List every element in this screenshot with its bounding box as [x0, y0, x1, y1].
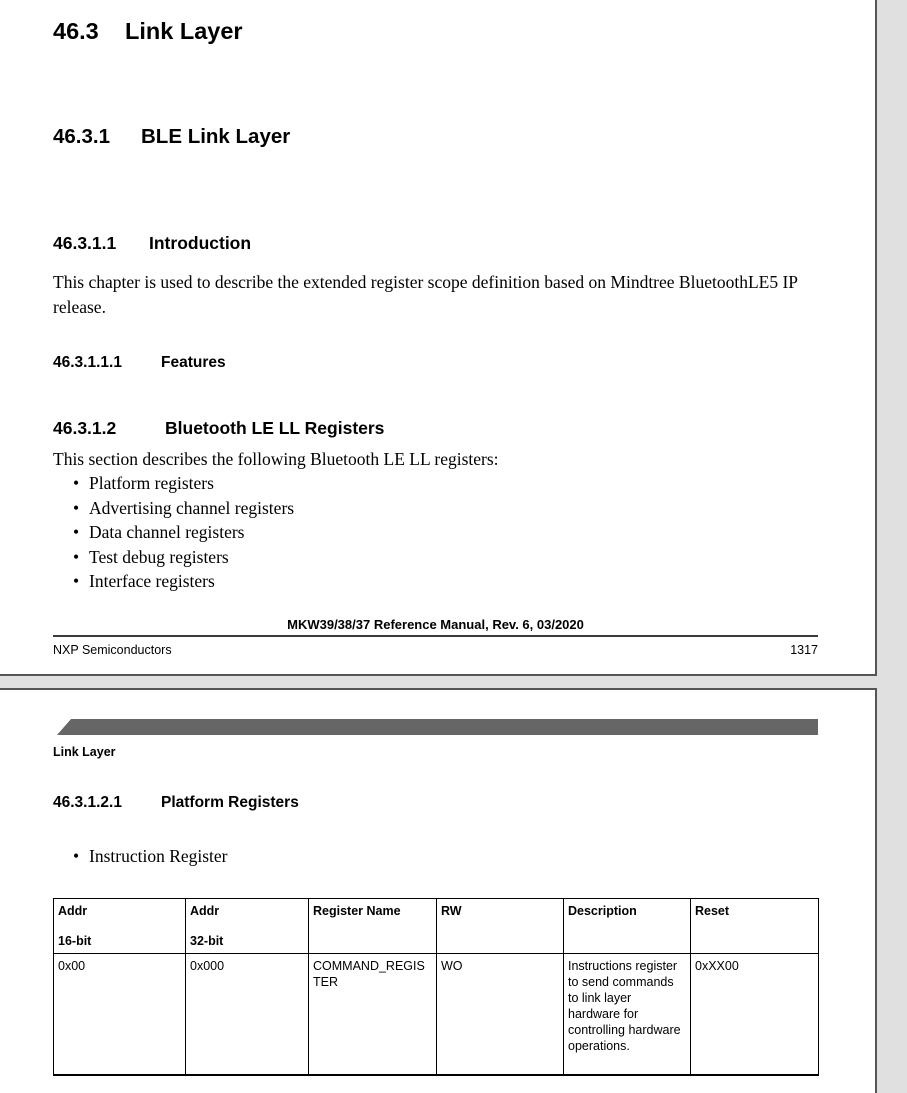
heading-features-number: 46.3.1.1.1: [53, 354, 122, 371]
bullet-icon: •: [73, 497, 80, 518]
platform-register-list: [53, 844, 823, 869]
heading-platform-registers: [53, 794, 299, 812]
table-header-cell: [309, 899, 437, 954]
register-category-list: [53, 471, 823, 594]
table-header-cell: [691, 899, 819, 954]
footer-row: [53, 637, 818, 657]
list-item: [53, 520, 823, 545]
heading-platform-registers-title: Platform Registers: [161, 794, 299, 811]
list-item: [53, 569, 823, 594]
list-item: [53, 844, 823, 869]
heading-46-3-title: Link Layer: [125, 18, 243, 44]
list-item: [53, 471, 823, 496]
heading-ble-ll-registers-title: Bluetooth LE LL Registers: [165, 418, 385, 438]
table-header-cell: [54, 899, 186, 954]
register-table: [53, 898, 819, 1076]
table-header-sub: 16-bit: [58, 934, 92, 948]
running-header-label: Link Layer: [53, 745, 116, 759]
running-header-banner: [57, 719, 818, 735]
footer-page-number: 1317: [790, 643, 818, 657]
table-header-row: [54, 899, 819, 954]
table-header-cell: [437, 899, 564, 954]
table-header-cell: [564, 899, 691, 954]
heading-46-3-1: [53, 125, 290, 149]
bullet-icon: •: [73, 571, 80, 591]
table-cell-addr-16: 0x00: [54, 954, 186, 1076]
table-cell-rw: WO: [437, 954, 564, 1076]
heading-introduction: [53, 233, 251, 254]
table-header-main: RW: [441, 904, 462, 918]
heading-ble-ll-registers: [53, 418, 384, 439]
banner-bar-shape: [57, 719, 818, 735]
table-header-main: Description: [568, 904, 637, 918]
list-item-label: Advertising channel registers: [89, 497, 295, 518]
footer-manual-title: MKW39/38/37 Reference Manual, Rev. 6, 03/2020: [287, 617, 584, 632]
heading-46-3-1-title: BLE Link Layer: [141, 125, 291, 148]
list-item: [53, 496, 823, 521]
list-item: [53, 545, 823, 570]
table-row: [54, 954, 819, 1076]
heading-introduction-title: Introduction: [149, 233, 252, 253]
table-header-main: Addr: [190, 904, 220, 918]
introduction-paragraph: This chapter is used to describe the extended register scope definition based on Mindtree BluetoothLE5 IP release.: [53, 272, 798, 317]
list-item-label: Data channel registers: [89, 522, 245, 542]
page-footer: [53, 617, 818, 657]
list-item-label: Interface registers: [89, 571, 215, 591]
heading-features: [53, 354, 226, 372]
table-header-main: Addr: [58, 904, 88, 918]
heading-ble-ll-registers-number: 46.3.1.2: [53, 418, 117, 438]
heading-46-3: [53, 18, 243, 45]
table-cell-description: Instructions register to send commands to link layer hardware for controlling hardware operations.: [564, 954, 691, 1076]
heading-46-3-1-number: 46.3.1: [53, 125, 110, 148]
heading-46-3-number: 46.3: [53, 18, 99, 44]
list-item-label: Platform registers: [89, 473, 214, 493]
list-item-label: Instruction Register: [89, 846, 228, 866]
table-header-cell: [186, 899, 309, 954]
table-cell-reset: 0xXX00: [691, 954, 819, 1076]
table-cell-addr-32: 0x000: [186, 954, 309, 1076]
heading-features-title: Features: [161, 354, 226, 371]
list-item-label: Test debug registers: [89, 546, 229, 567]
table-header-main: Reset: [695, 904, 730, 918]
document-page-2: [0, 688, 877, 1093]
bullet-icon: •: [73, 846, 80, 866]
heading-platform-registers-number: 46.3.1.2.1: [53, 794, 122, 811]
bullet-icon: •: [73, 473, 80, 493]
bullet-icon: •: [73, 546, 80, 567]
footer-company: NXP Semiconductors: [53, 643, 172, 657]
bullet-icon: •: [73, 522, 80, 542]
heading-introduction-number: 46.3.1.1: [53, 233, 117, 253]
table-header-main: Register Name: [313, 904, 401, 918]
registers-lead-paragraph: This section describes the following Bluetooth LE LL registers:: [53, 449, 499, 469]
table-header-sub: 32-bit: [190, 934, 224, 948]
table-cell-register-name: COMMAND_REGISTER: [309, 954, 437, 1076]
